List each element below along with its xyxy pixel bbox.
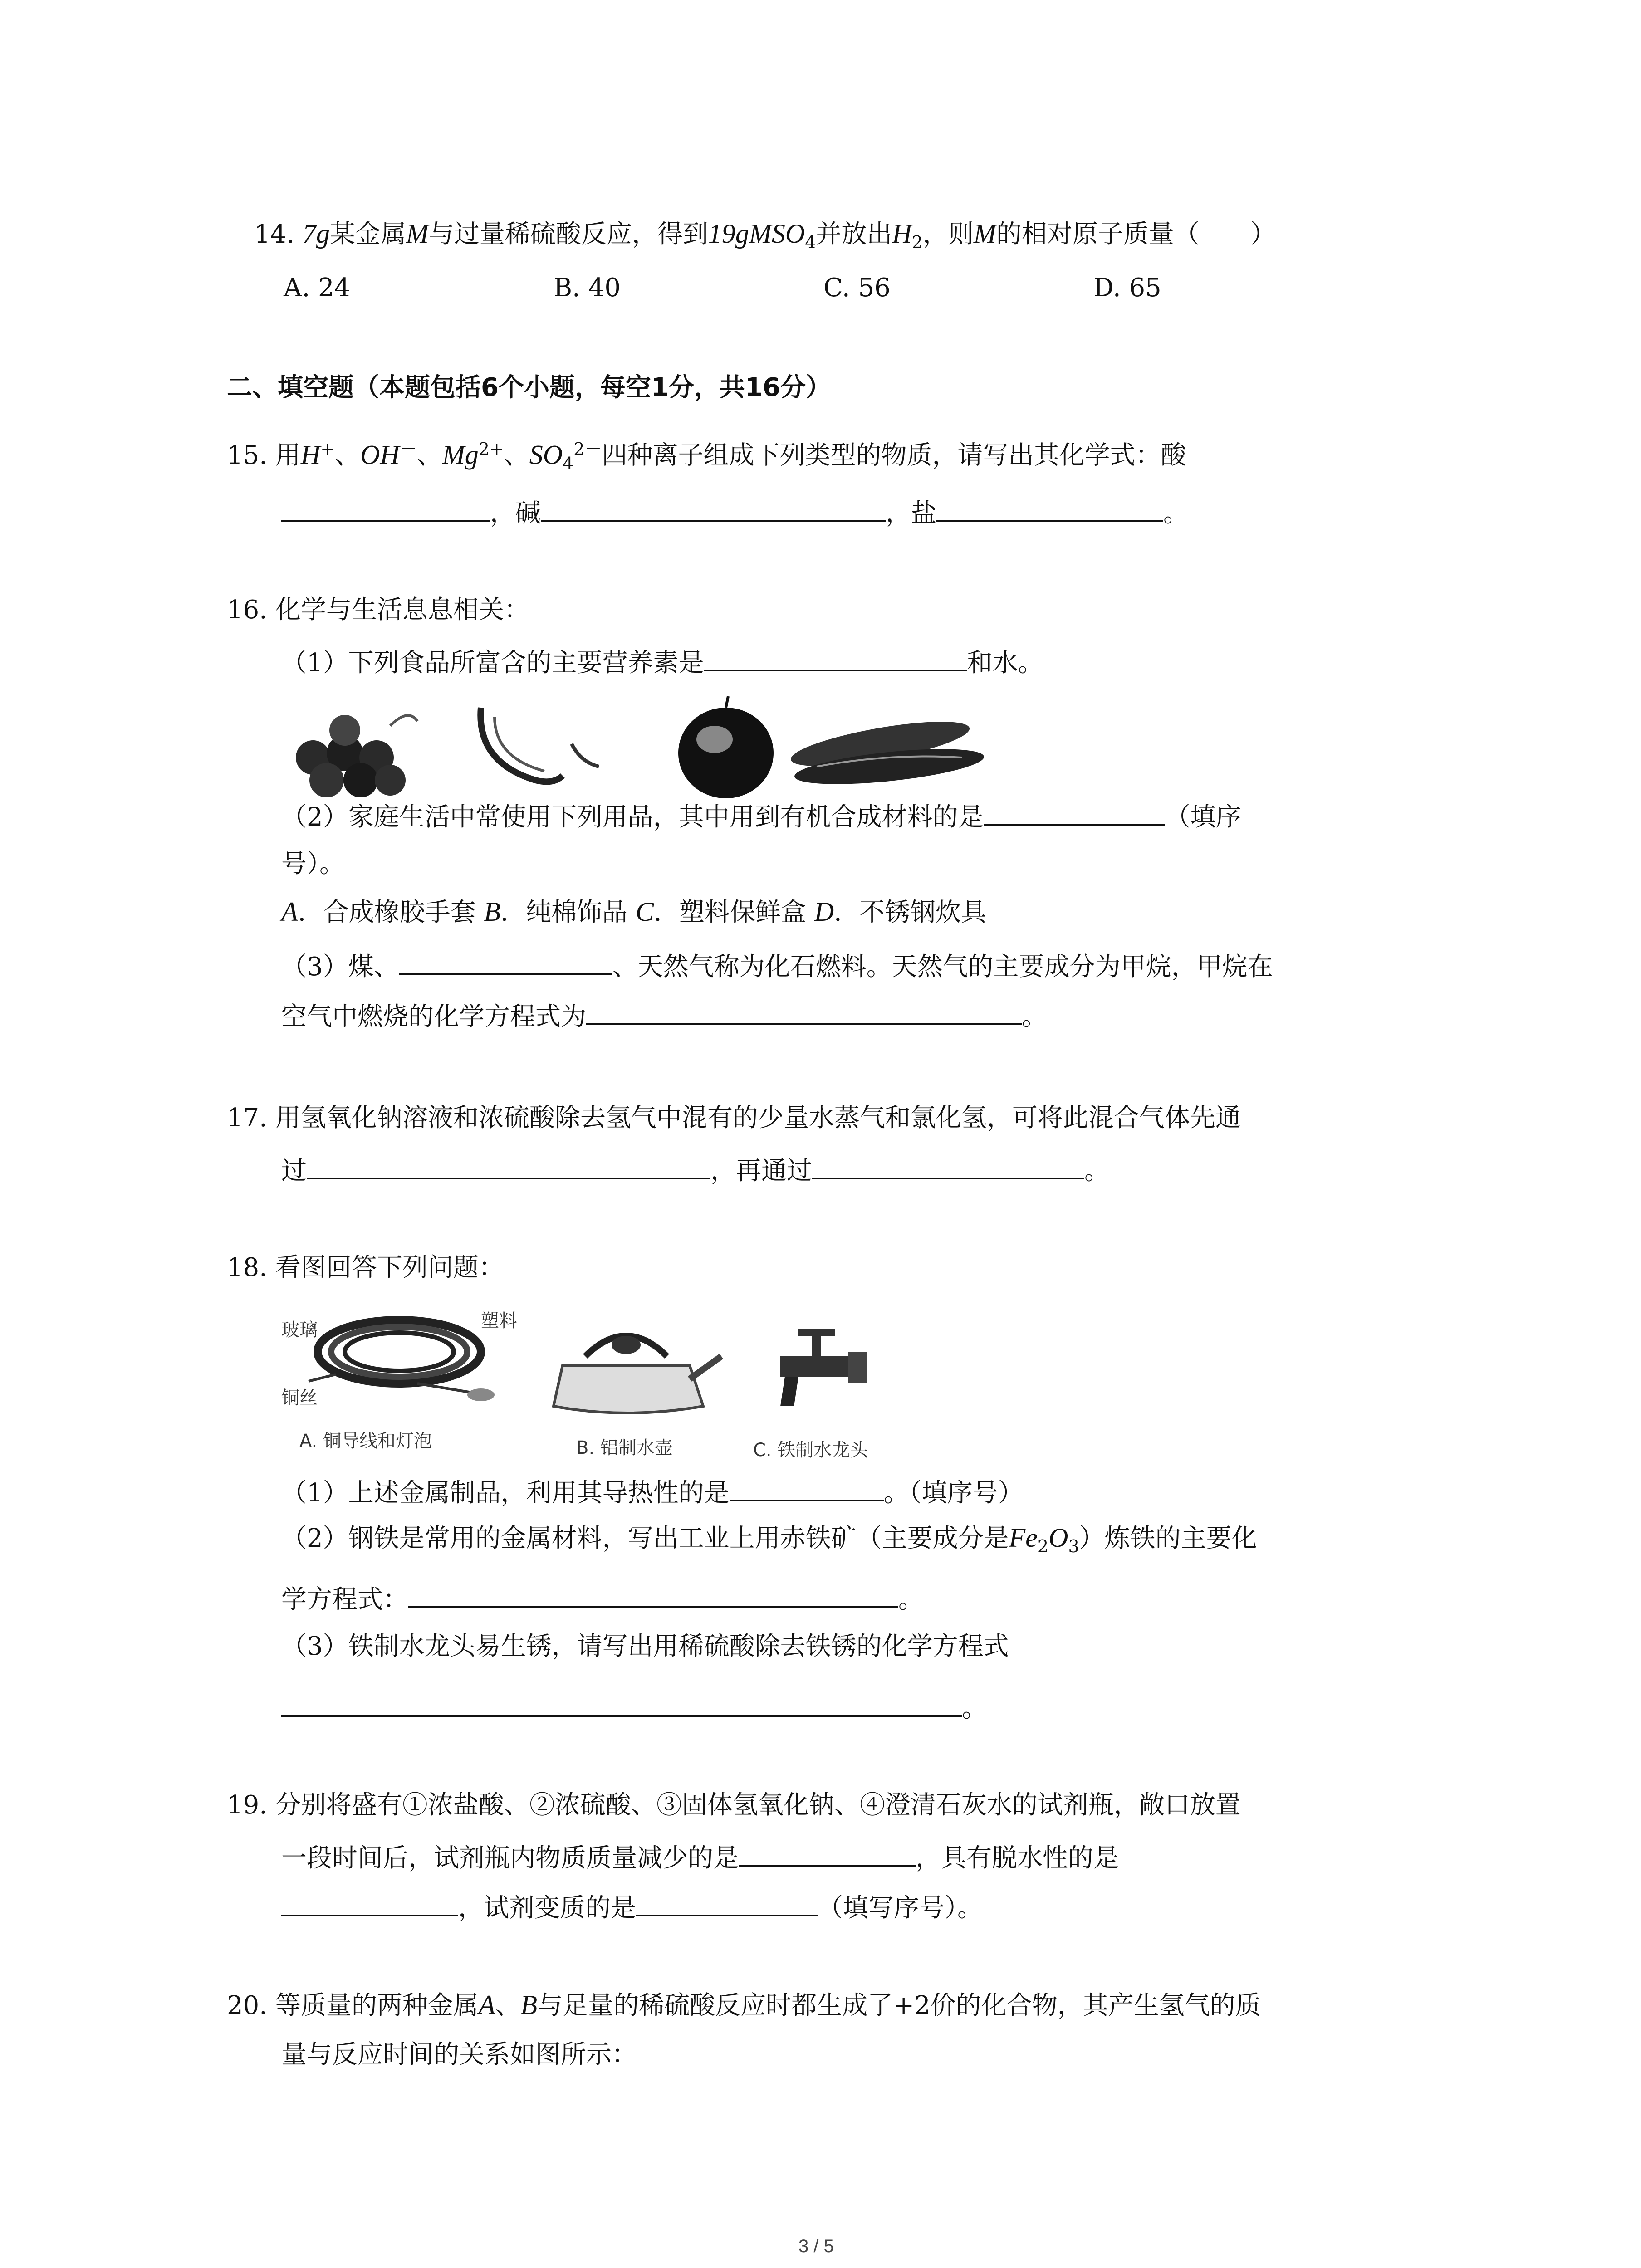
q18-part3-cont: 。 xyxy=(281,1690,987,1725)
q15-line1: 15. 用H+、OH－、$Mg^{2+}$、$SO_4^{2-}$四种离子组成下列类型的物质，请写出其化学式：酸 xyxy=(227,439,1186,474)
q14-option-d: D. 65 xyxy=(1093,273,1161,303)
q16-part3: （3）煤、 、天然气称为化石燃料。天然气的主要成分为甲烷，甲烷在 xyxy=(281,948,1273,983)
q19-line2: 一段时间后，试剂瓶内物质质量减少的是 ，具有脱水性的是 xyxy=(281,1839,1119,1874)
q14-option-c: C. 56 xyxy=(823,273,891,303)
q15-acid-blank[interactable] xyxy=(281,494,490,522)
q16-material-blank[interactable] xyxy=(984,798,1165,826)
copper-wire-image xyxy=(309,1320,495,1401)
label-image-a: A. 铜导线和灯泡 xyxy=(299,1431,432,1452)
q19-deterioration-blank[interactable] xyxy=(636,1889,818,1916)
cucumbers-image xyxy=(788,713,985,791)
q17-second-blank[interactable] xyxy=(812,1152,1084,1179)
q16-equation-blank[interactable] xyxy=(586,998,1022,1025)
q19-dehydration-blank[interactable] xyxy=(281,1889,458,1916)
apple-image xyxy=(678,696,774,798)
q20-line1: 20. 等质量的两种金属A、B与足量的稀硫酸反应时都生成了+2价的化合物，其产生氢气的质 xyxy=(227,1990,1261,2020)
label-plastic: 塑料 xyxy=(481,1310,517,1331)
q16-part1: （1）下列食品所富含的主要营养素是 和水。 xyxy=(281,644,1043,679)
q16-stem: 16. 化学与生活息息相关： xyxy=(227,595,529,625)
page-number: 3 / 5 xyxy=(798,2236,834,2256)
q15-line2: ，碱 ，盐 。 xyxy=(281,494,1189,529)
bananas-image xyxy=(480,708,599,782)
q19-mass-decrease-blank[interactable] xyxy=(739,1839,916,1867)
q16-part2-cont: 号）。 xyxy=(281,849,345,879)
q14-line1: 14. 7g某金属M与过量稀硫酸反应，得到19gMSO$_4$并放出$H_2$，则M的相对原子质量（ ） xyxy=(254,219,1276,253)
q18-ironmaking-blank[interactable] xyxy=(408,1581,898,1608)
aluminum-kettle-image xyxy=(554,1336,721,1413)
q18-part3: （3）铁制水龙头易生锈，请写出用稀硫酸除去铁锈的化学方程式 xyxy=(281,1632,1009,1661)
q18-part2: （2）钢铁是常用的金属材料，写出工业上用赤铁矿（主要成分是$Fe_2O_3$）炼铁的主要化 xyxy=(281,1523,1257,1557)
q16-fuel-blank[interactable] xyxy=(399,948,612,975)
q17-line2: 过 ，再通过 。 xyxy=(281,1152,1110,1187)
label-glass: 玻璃 xyxy=(281,1320,318,1340)
food-images xyxy=(281,689,1075,803)
q15-salt-blank[interactable] xyxy=(936,494,1163,522)
section2-title: 二、填空题（本题包括6个小题，每空1分，共16分） xyxy=(227,373,831,402)
q16-nutrient-blank[interactable] xyxy=(704,644,967,671)
q19-line3: ，试剂变质的是 （填写序号）。 xyxy=(281,1889,983,1924)
iron-faucet-image xyxy=(780,1329,867,1406)
q17-line1: 17. 用氢氧化钠溶液和浓硫酸除去氢气中混有的少量水蒸气和氯化氢，可将此混合气体先通 xyxy=(227,1103,1241,1133)
label-copper-wire: 铜丝 xyxy=(281,1388,318,1408)
q14-option-a: A. 24 xyxy=(284,273,351,303)
grapes-image xyxy=(296,715,417,797)
q17-first-blank[interactable] xyxy=(307,1152,710,1179)
q18-part1: （1）上述金属制品，利用其导热性的是 。（填序号） xyxy=(281,1474,1024,1509)
q18-stem: 18. 看图回答下列问题： xyxy=(227,1253,504,1282)
q15-base-blank[interactable] xyxy=(541,494,886,522)
q16-options: A．合成橡胶手套 B．纯棉饰品 C．塑料保鲜盒 D．不锈钢炊具 xyxy=(281,897,987,927)
q20-line2: 量与反应时间的关系如图所示： xyxy=(281,2040,637,2069)
q18-rust-blank[interactable] xyxy=(281,1690,962,1717)
label-image-c: C. 铁制水龙头 xyxy=(753,1440,868,1461)
q18-heat-blank[interactable] xyxy=(730,1474,884,1501)
label-image-b: B. 铝制水壶 xyxy=(576,1437,673,1458)
q14-option-b: B. 40 xyxy=(554,273,621,303)
q19-line1: 19. 分别将盛有①浓盐酸、②浓硫酸、③固体氢氧化钠、④澄清石灰水的试剂瓶，敞口放置 xyxy=(227,1790,1241,1820)
q16-part3-cont: 空气中燃烧的化学方程式为 。 xyxy=(281,998,1047,1033)
q18-part2-cont: 学方程式： 。 xyxy=(281,1581,924,1616)
q16-part2: （2）家庭生活中常使用下列用品，其中用到有机合成材料的是 （填序 xyxy=(281,798,1241,833)
